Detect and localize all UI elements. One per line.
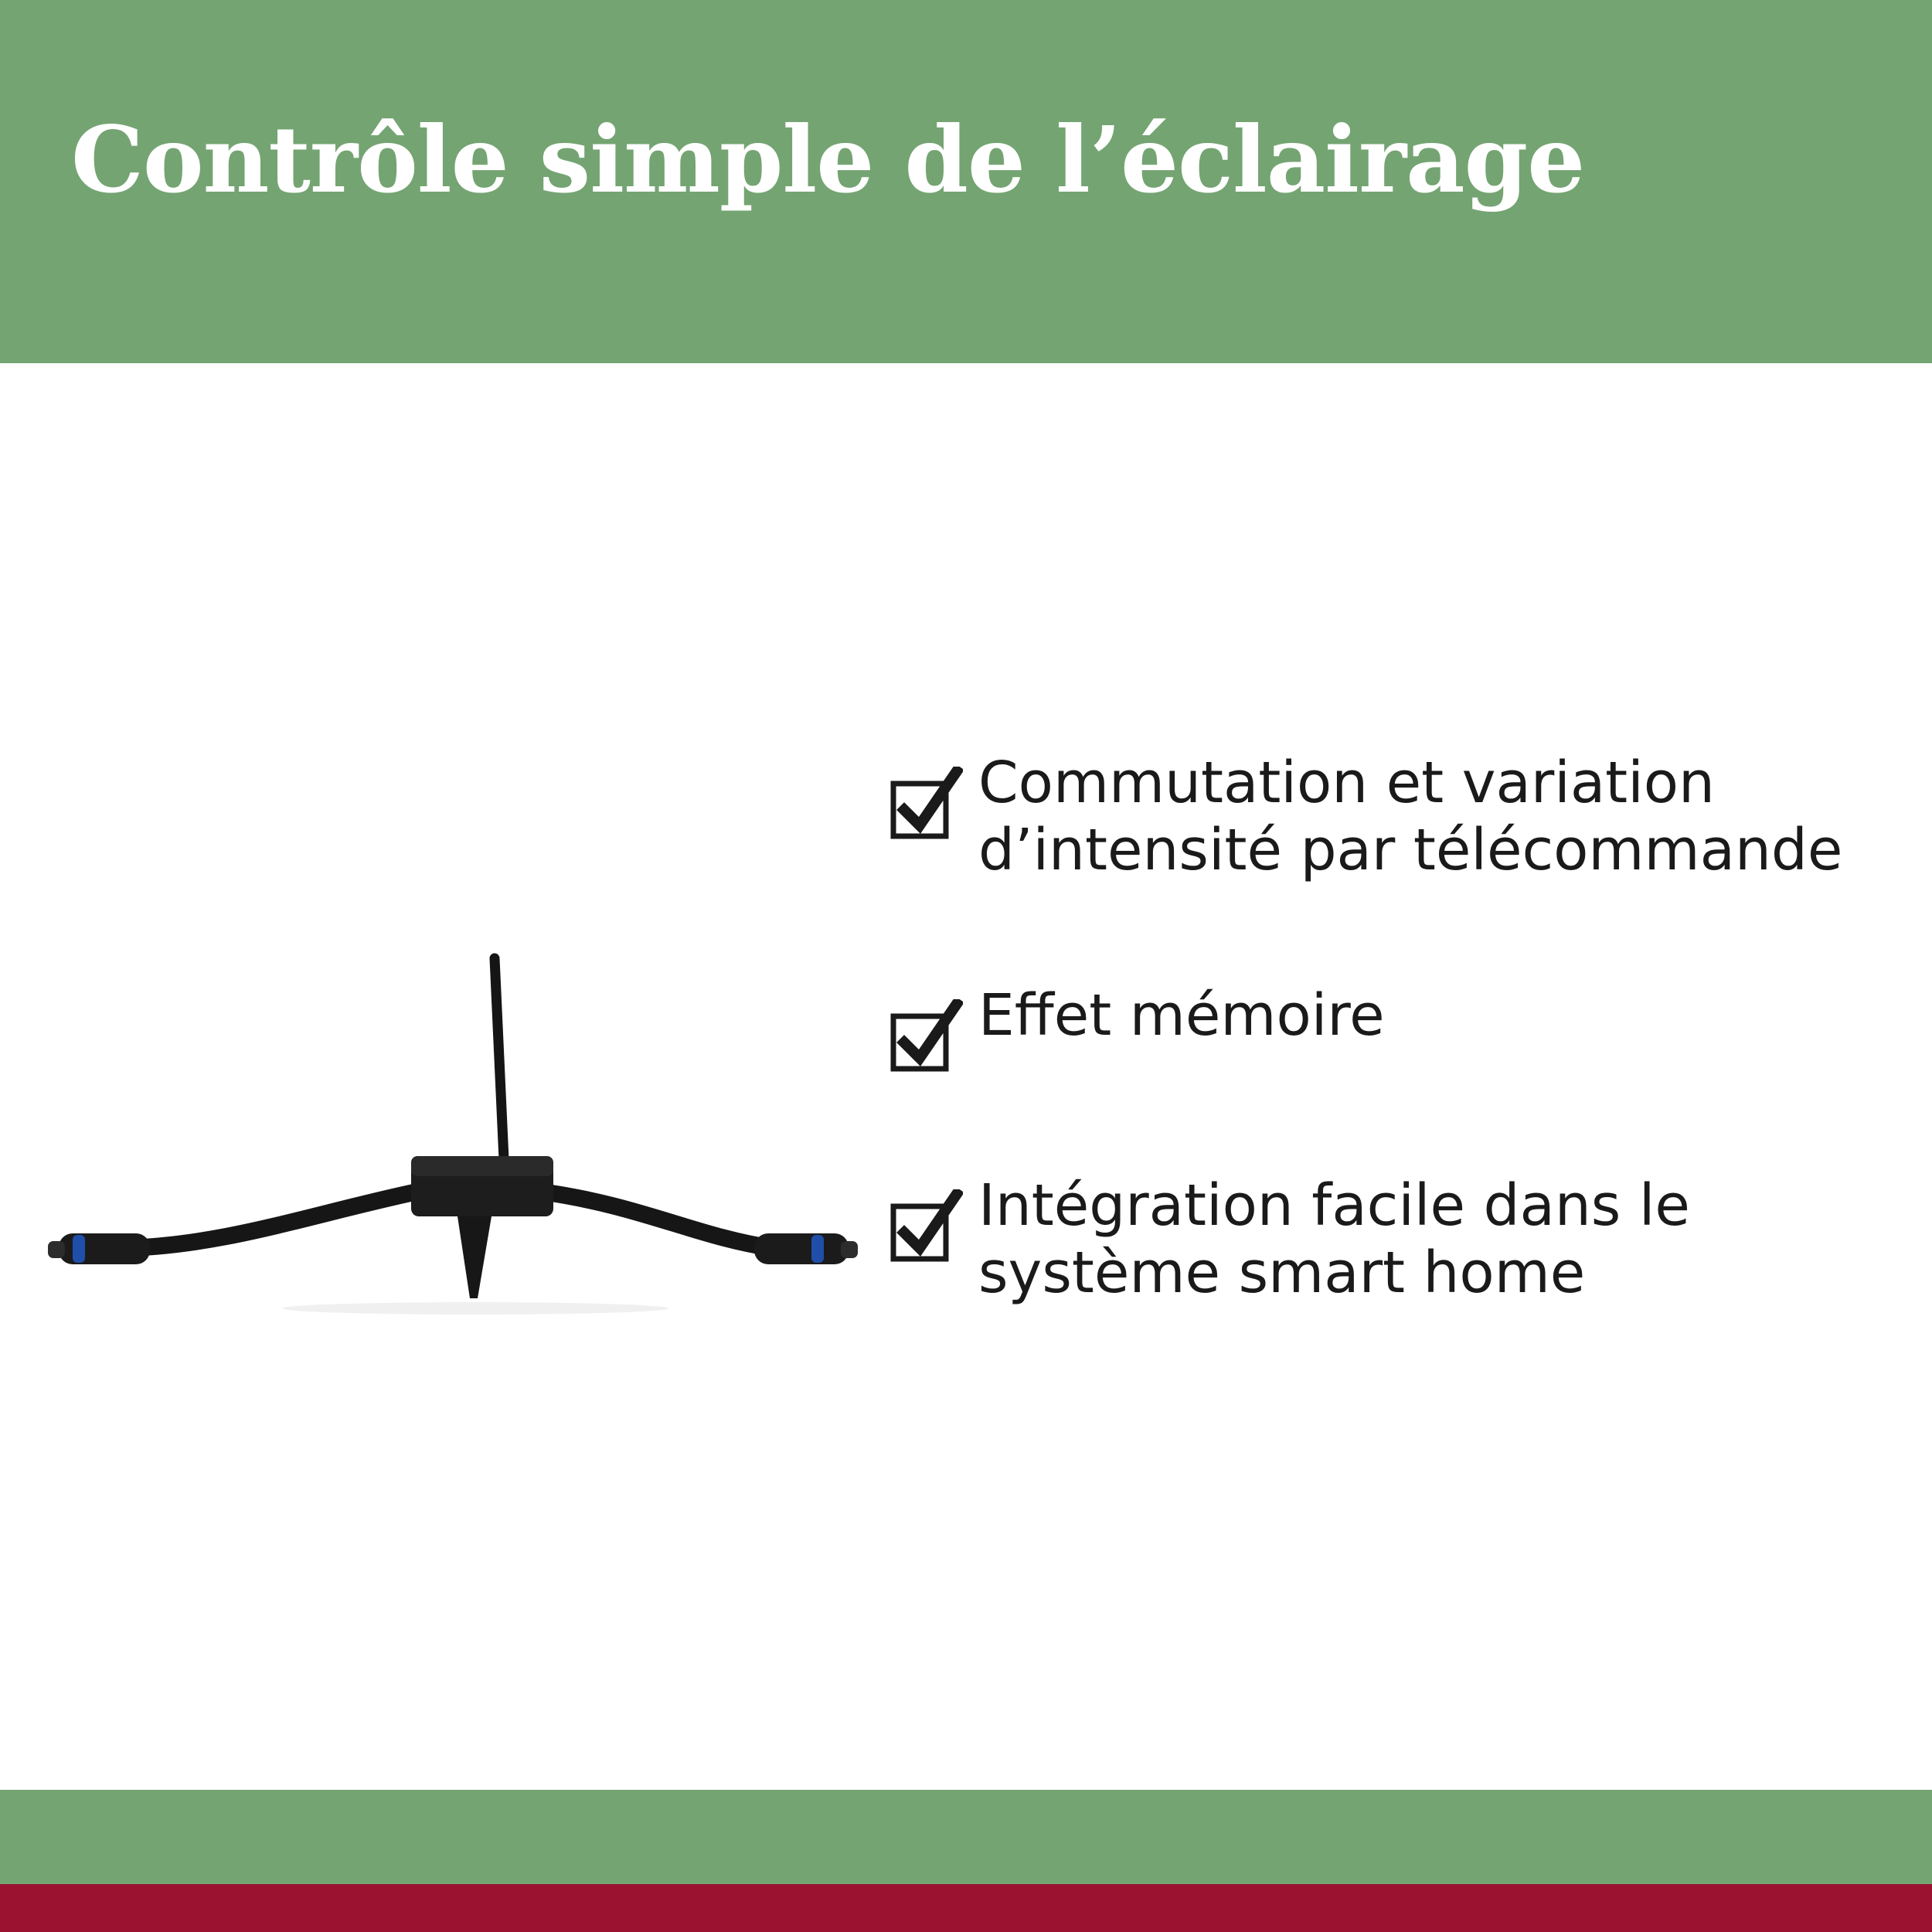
feature-text: Commutation et variation d’intensité par télécommande	[978, 750, 1843, 883]
footer-red-band	[0, 1884, 1932, 1932]
product-image	[31, 896, 920, 1422]
ground-spike	[457, 1216, 492, 1298]
antenna-icon	[495, 958, 504, 1159]
list-item	[889, 750, 1901, 883]
list-item	[889, 982, 1901, 1073]
cable-right	[541, 1192, 773, 1248]
main-content	[0, 363, 1932, 1884]
controller-body-highlight	[411, 1156, 553, 1176]
checked-checkbox-icon	[889, 999, 963, 1073]
checked-checkbox-icon	[889, 1189, 963, 1264]
list-item	[889, 1172, 1901, 1306]
footer-green-band	[0, 1790, 1932, 1884]
feature-text: Intégration facile dans le système smart home	[978, 1172, 1690, 1306]
connector-right	[754, 1233, 858, 1264]
connector-left	[48, 1233, 150, 1264]
cable-left	[124, 1192, 417, 1248]
product-shadow	[282, 1302, 668, 1315]
checked-checkbox-icon	[889, 767, 963, 841]
header-banner	[0, 0, 1932, 363]
page-title: Contrôle simple de l’éclairage	[71, 106, 1585, 213]
controller-illustration	[31, 896, 920, 1422]
feature-list	[889, 750, 1901, 1306]
feature-text: Effet mémoire	[978, 982, 1385, 1049]
